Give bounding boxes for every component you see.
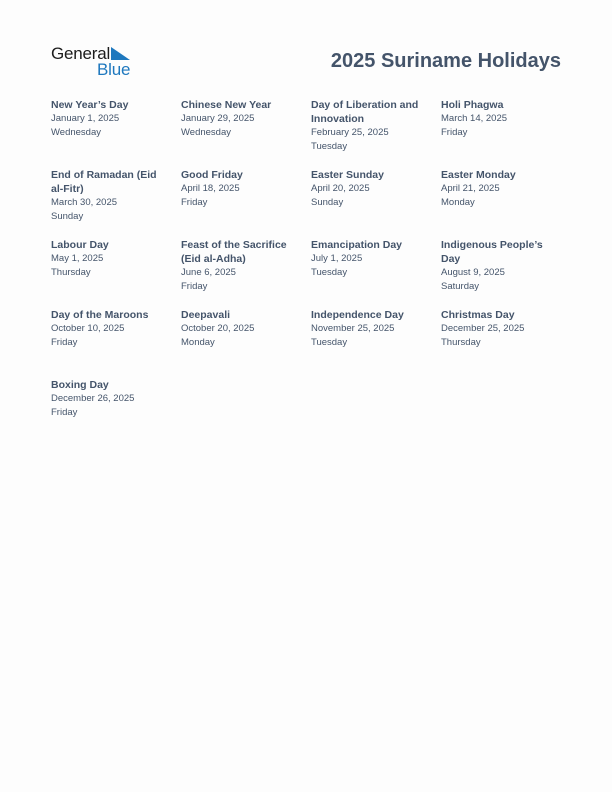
holiday-name: Day of the Maroons [51, 309, 149, 321]
holiday-date: June 6, 2025 [181, 267, 236, 278]
holiday-name: Boxing Day [51, 379, 109, 391]
holiday-grid [51, 98, 571, 448]
holiday-name: Holi Phagwa [441, 99, 504, 111]
logo-word-blue: Blue [97, 60, 131, 79]
holiday-date: March 14, 2025 [441, 113, 508, 124]
logo-triangle-icon [111, 47, 130, 60]
holiday-weekday: Friday [181, 280, 208, 292]
holiday-entry [441, 238, 571, 308]
holiday-entry [181, 168, 311, 238]
holiday-name: Easter Monday [441, 169, 516, 181]
holiday-weekday: Wednesday [181, 126, 231, 138]
holiday-entry [441, 308, 571, 378]
holiday-name: End of Ramadan (Eid al-Fitr) [51, 169, 157, 195]
holiday-entry [51, 378, 181, 448]
holiday-entry [51, 308, 181, 378]
holiday-date: July 1, 2025 [311, 253, 363, 264]
holiday-name: Easter Sunday [311, 169, 384, 181]
holiday-weekday: Tuesday [311, 336, 348, 348]
holiday-weekday: Monday [181, 336, 215, 348]
holiday-weekday: Thursday [441, 336, 481, 348]
holiday-name: Christmas Day [441, 309, 515, 321]
page-title: 2025 Suriname Holidays [330, 50, 561, 72]
holiday-name: Good Friday [181, 169, 243, 181]
holiday-weekday: Wednesday [51, 126, 101, 138]
holiday-entry [51, 168, 181, 238]
holiday-date: October 10, 2025 [51, 323, 125, 334]
holiday-date: March 30, 2025 [51, 197, 118, 208]
holiday-weekday: Friday [51, 406, 78, 418]
holiday-entry [311, 98, 441, 168]
holiday-entry [51, 238, 181, 308]
holiday-name: Labour Day [51, 239, 109, 251]
holiday-entry [181, 238, 311, 308]
holiday-entry [311, 238, 441, 308]
holiday-entry [441, 168, 571, 238]
holiday-date: April 18, 2025 [181, 183, 240, 194]
holiday-name: Day of Liberation and Innovation [311, 99, 419, 125]
holiday-date: May 1, 2025 [51, 253, 104, 264]
holiday-date: November 25, 2025 [311, 323, 395, 334]
holiday-weekday: Thursday [51, 266, 91, 278]
holiday-date: January 29, 2025 [181, 113, 255, 124]
holiday-weekday: Sunday [311, 196, 344, 208]
holiday-date: January 1, 2025 [51, 113, 120, 124]
holiday-date: October 20, 2025 [181, 323, 255, 334]
holiday-entry [181, 98, 311, 168]
holiday-name: Chinese New Year [181, 99, 272, 111]
holiday-name: New Year’s Day [51, 99, 129, 111]
holiday-date: April 20, 2025 [311, 183, 370, 194]
holiday-name: Feast of the Sacrifice (Eid al-Adha) [181, 239, 287, 265]
holiday-entry [311, 168, 441, 238]
holiday-date: August 9, 2025 [441, 267, 505, 278]
holiday-entry [311, 308, 441, 378]
holiday-name: Emancipation Day [311, 239, 403, 251]
holiday-entry [441, 98, 571, 168]
generalblue-logo [51, 44, 141, 78]
logo-word-general: General [51, 44, 111, 63]
holiday-date: December 26, 2025 [51, 393, 135, 404]
holiday-weekday: Monday [441, 196, 475, 208]
holiday-name: Indigenous People’s Day [441, 239, 543, 265]
holiday-date: February 25, 2025 [311, 127, 389, 138]
holiday-weekday: Saturday [441, 280, 480, 292]
holiday-weekday: Tuesday [311, 266, 348, 278]
holiday-entry [51, 98, 181, 168]
holiday-name: Independence Day [311, 309, 404, 321]
holiday-date: December 25, 2025 [441, 323, 525, 334]
holiday-weekday: Friday [441, 126, 468, 138]
holiday-weekday: Tuesday [311, 140, 348, 152]
holiday-weekday: Friday [181, 196, 208, 208]
holiday-entry [181, 308, 311, 378]
holiday-name: Deepavali [181, 309, 231, 321]
holiday-weekday: Sunday [51, 210, 84, 222]
holiday-weekday: Friday [51, 336, 78, 348]
holiday-date: April 21, 2025 [441, 183, 500, 194]
